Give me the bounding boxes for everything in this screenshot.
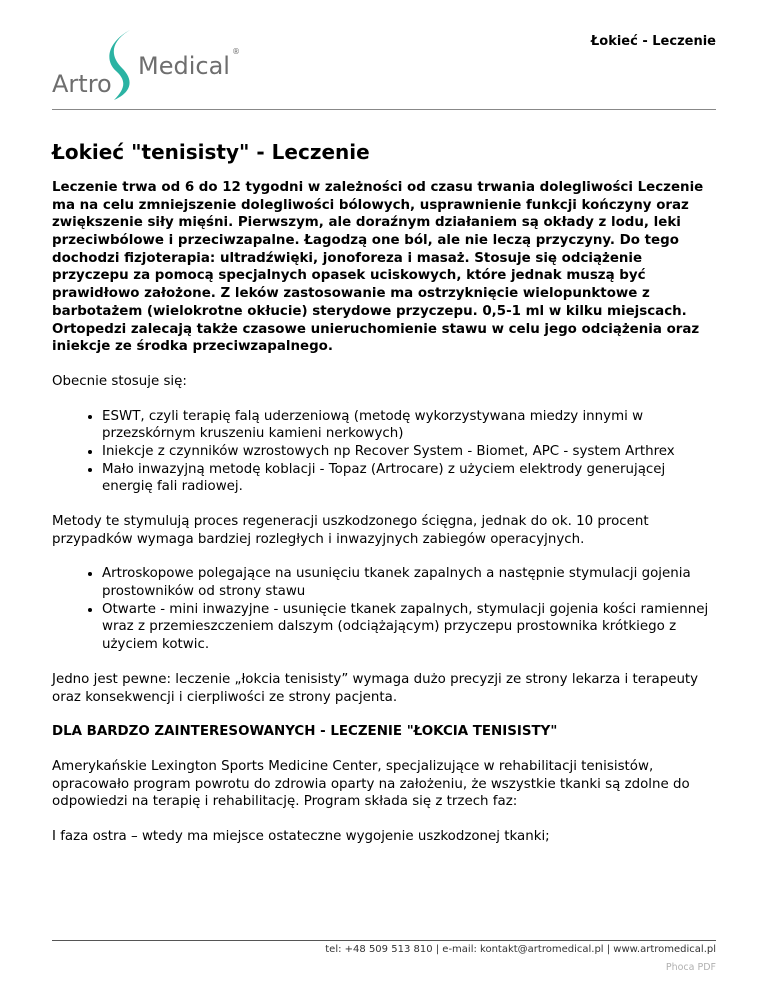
list-item: • Mało inwazyjną metodę koblacji - Topaz (Artrocare) z użyciem elektrody generującej energię fali radiowej. xyxy=(102,461,716,496)
methods-note: Metody te stymulują proces regeneracji uszkodzonego ścięgna, jednak do ok. 10 procent przypadków wymaga bardziej rozległych i inwazyjnych zabiegów operacyjnych. xyxy=(52,514,649,547)
logo-swoosh xyxy=(109,30,130,100)
surgical-methods-list xyxy=(52,565,716,653)
list-item: • Otwarte - mini inwazyjne - usunięcie tkanek zapalnych, stymulacji gojenia kości ramiennej wraz z przemieszczeniem dalszym (odciążającym) przyczepu prostownika krótkiego z użyciem kotwic. xyxy=(102,601,716,654)
article-intro: Leczenie trwa od 6 do 12 tygodni w zależności od czasu trwania dolegliwości Leczenie ma na celu zmniejszenie dolegliwości bólowych, usprawnienie funkcji kończyny oraz zwiększenie siły mięśni. Pierwszym, ale doraźnym działaniem są okłady z lodu, leki przeciwbólowe i przeciwzapalne. Łagodzą one ból, ale nie leczą przyczyny. Do tego dochodzi fizjoterapia: ultradźwięki, jonoforeza i masaż. Stosuje się odciążenie przyczepu za pomocą specjalnych opasek uciskowych, które jednak muszą być prawidłowo założone. Z leków zastosowanie ma ostrzyknięcie wielopunktowe z barbotażem (wielokrotne okłucie) sterydowe przyczepu. 0,5-1 ml w kilku miejscach. Ortopedzi zalecają także czasowe unieruchomienie stawu w celu jego odciążenia oraz iniekcje ze środka przeciwzapalnego. xyxy=(52,180,704,355)
list-item: • Artroskopowe polegające na usunięciu tkanek zapalnych a następnie stymulacji gojenia prostowników od strony stawu xyxy=(102,565,716,600)
footer-credit-link[interactable]: Phoca PDF xyxy=(665,962,716,973)
list-item: • ESWT, czyli terapię falą uderzeniową (metodę wykorzystywana miedzy innymi w przezskórnym kruszeniu kamieni nerkowych) xyxy=(102,408,716,443)
list-item: • Iniekcje z czynników wzrostowych np Recover System - Biomet, APC - system Arthrex xyxy=(102,443,716,461)
logo-text-artro: Artro xyxy=(52,70,112,98)
article-content xyxy=(52,140,716,863)
current-methods-intro: Obecnie stosuje się: xyxy=(52,373,187,389)
header-divider xyxy=(52,109,716,110)
footer-divider xyxy=(52,940,716,941)
logo-registered-mark: ® xyxy=(232,47,240,56)
logo-text-medical: Medical xyxy=(138,52,230,80)
current-methods-list xyxy=(52,408,716,496)
article-heading: Łokieć "tenisisty" - Leczenie xyxy=(52,140,370,164)
conclusion: Jedno jest pewne: leczenie „łokcia tenisisty” wymaga dużo precyzji ze strony lekarza i terapeuty oraz konsekwencji i cierpliwości ze strony pacjenta. xyxy=(52,671,699,705)
program-intro: Amerykańskie Lexington Sports Medicine Center, specjalizujące w rehabilitacji tenisistów, opracowało program powrotu do zdrowia oparty na założeniu, że wszystkie tkanki są zdolne do odpowiedzi na terapię i rehabilitację. Program składa się z trzech faz: xyxy=(52,758,690,810)
artromedical-logo xyxy=(52,30,252,100)
footer-contact: tel: +48 509 513 810 | e-mail: kontakt@artromedical.pl | www.artromedical.pl xyxy=(325,944,716,955)
section-heading: DLA BARDZO ZAINTERESOWANYCH - LECZENIE "ŁOKCIA TENISISTY" xyxy=(52,724,558,740)
phase-one: I faza ostra – wtedy ma miejsce ostateczne wygojenie uszkodzonej tkanki; xyxy=(52,828,550,844)
page-header xyxy=(52,26,716,110)
header-title: Łokieć - Leczenie xyxy=(590,34,716,49)
